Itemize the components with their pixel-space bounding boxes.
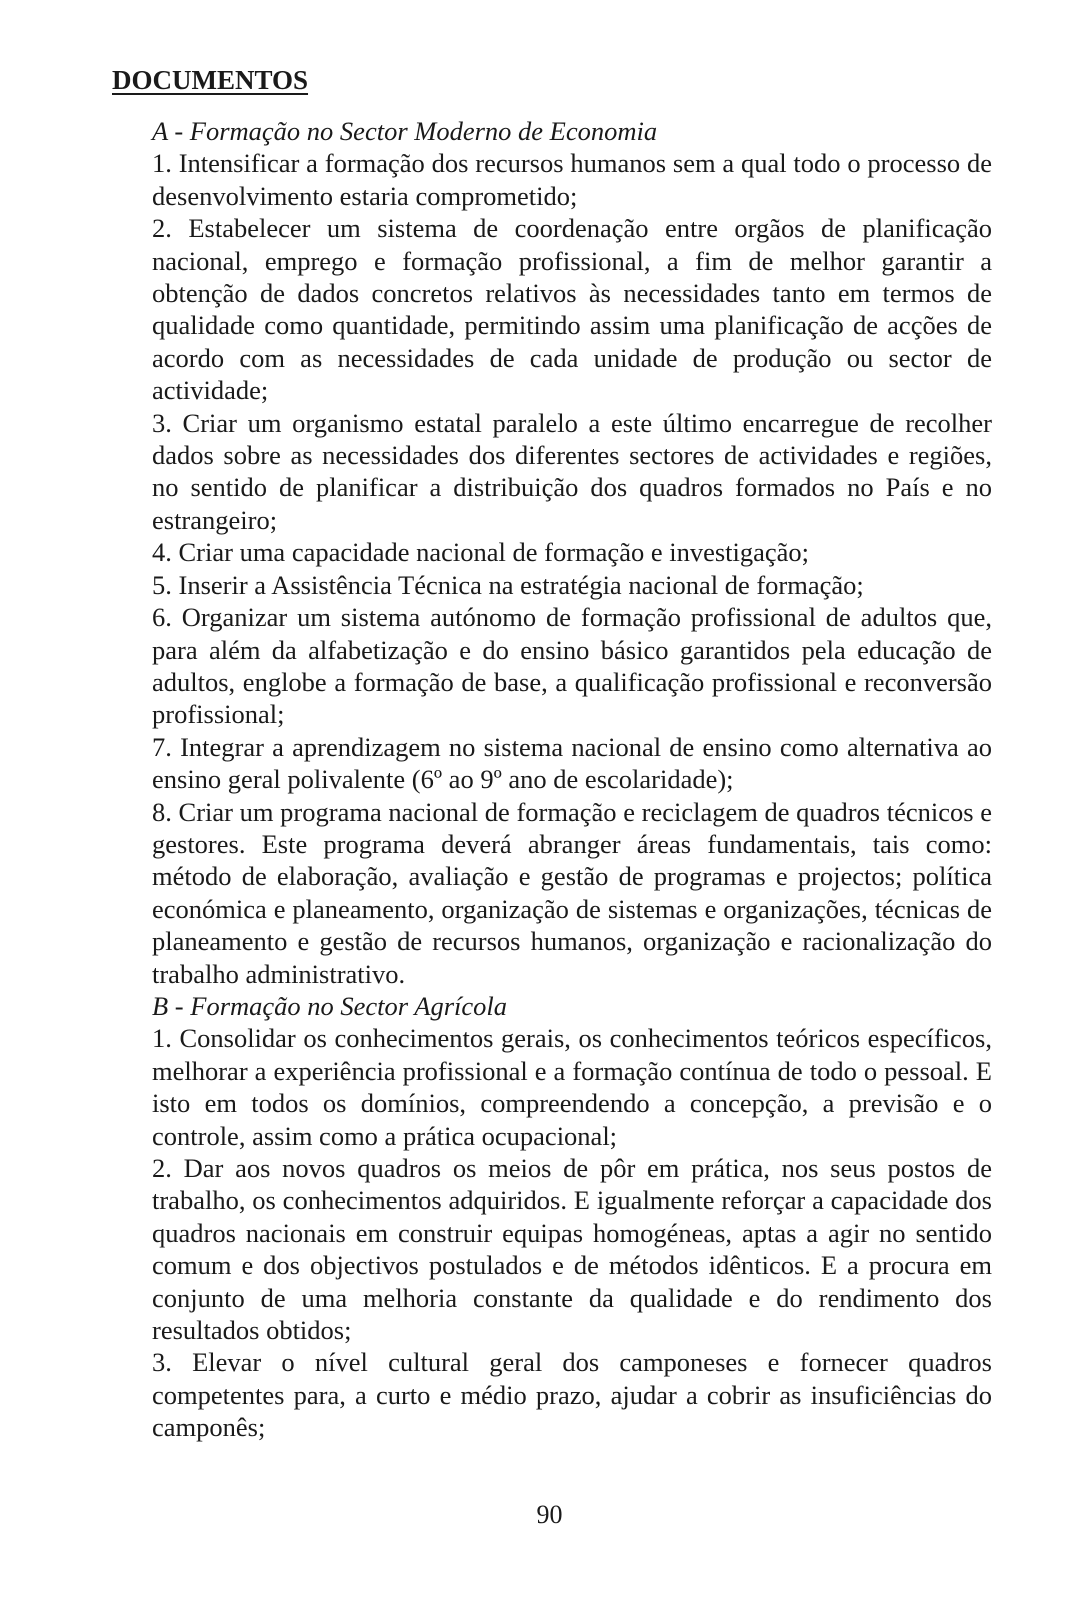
- section-a-item-5: 5. Inserir a Assistência Técnica na estratégia nacional de formação;: [152, 569, 864, 600]
- section-a-item-2: 2. Estabelecer um sistema de coordenação entre orgãos de planificação nacional, emprego e formação profissional, a fim de melhor garantir a obtenção de dados concretos relativos às necessidades tanto em termos de qualidade como quantidade, permitindo assim uma planificação de acções de acordo com as necessidades de cada unidade de produção ou sector de actividade;: [152, 213, 992, 406]
- section-a-item-1: 1. Intensificar a formação dos recursos humanos sem a qual todo o processo de desenvolvimento estaria comprometido;: [152, 148, 992, 211]
- page-title: DOCUMENTOS: [112, 65, 309, 95]
- section-a-title: A - Formação no Sector Moderno de Economia: [152, 116, 658, 146]
- section-b-item-3: 3. Elevar o nível cultural geral dos camponeses e fornecer quadros competentes para, a curto e médio prazo, ajudar a cobrir as insuficiências do camponês;: [152, 1347, 992, 1443]
- section-a-item-8: 8. Criar um programa nacional de formação e reciclagem de quadros técnicos e gestores. Este programa deverá abranger áreas fundamentais, tais como: método de elaboração, avaliação e gestão de programas e projectos; política económica e planeamento, organização de sistemas e organizações, técnicas de planeamento e gestão de recursos humanos, organização e racionalização do trabalho administrativo.: [152, 796, 992, 989]
- document-body: [152, 115, 992, 1444]
- section-a-item-6: 6. Organizar um sistema autónomo de formação profissional de adultos que, para além da alfabetização e do ensino básico garantidos pela educação de adultos, englobe a formação de base, a qualificação profissional e reconversão profissional;: [152, 602, 992, 730]
- section-a-item-7: 7. Integrar a aprendizagem no sistema nacional de ensino como alternativa ao ensino geral polivalente (6º ao 9º ano de escolaridade);: [152, 731, 992, 795]
- section-b-item-2: 2. Dar aos novos quadros os meios de pôr em prática, nos seus postos de trabalho, os conhecimentos adquiridos. E igualmente reforçar a capacidade dos quadros nacionais em construir equipas homogéneas, aptas a agir no sentido comum e dos objectivos postulados e de métodos idênticos. E a procura em conjunto de uma melhoria constante da qualidade e do rendimento dos resultados obtidos;: [152, 1153, 992, 1346]
- section-b-title: B - Formação no Sector Agrícola: [152, 990, 507, 1021]
- section-a-item-3: 3. Criar um organismo estatal paralelo a este último encarregue de recolher dados sobre as necessidades dos diferentes sectores de actividades e regiões, no sentido de planificar a distribuição dos quadros formados no País e no estrangeiro;: [152, 407, 992, 535]
- page-header: [112, 60, 982, 114]
- section-a-item-4: 4. Criar uma capacidade nacional de formação e investigação;: [152, 537, 810, 568]
- section-b-item-1: 1. Consolidar os conhecimentos gerais, os conhecimentos teóricos específicos, melhorar a experiência profissional e a formação contínua de todo o pessoal. E isto em todos os domínios, compreendendo a concepção, a previsão e o controle, assim como a prática ocupacional;: [152, 1023, 992, 1151]
- page-number: 90: [536, 1500, 563, 1529]
